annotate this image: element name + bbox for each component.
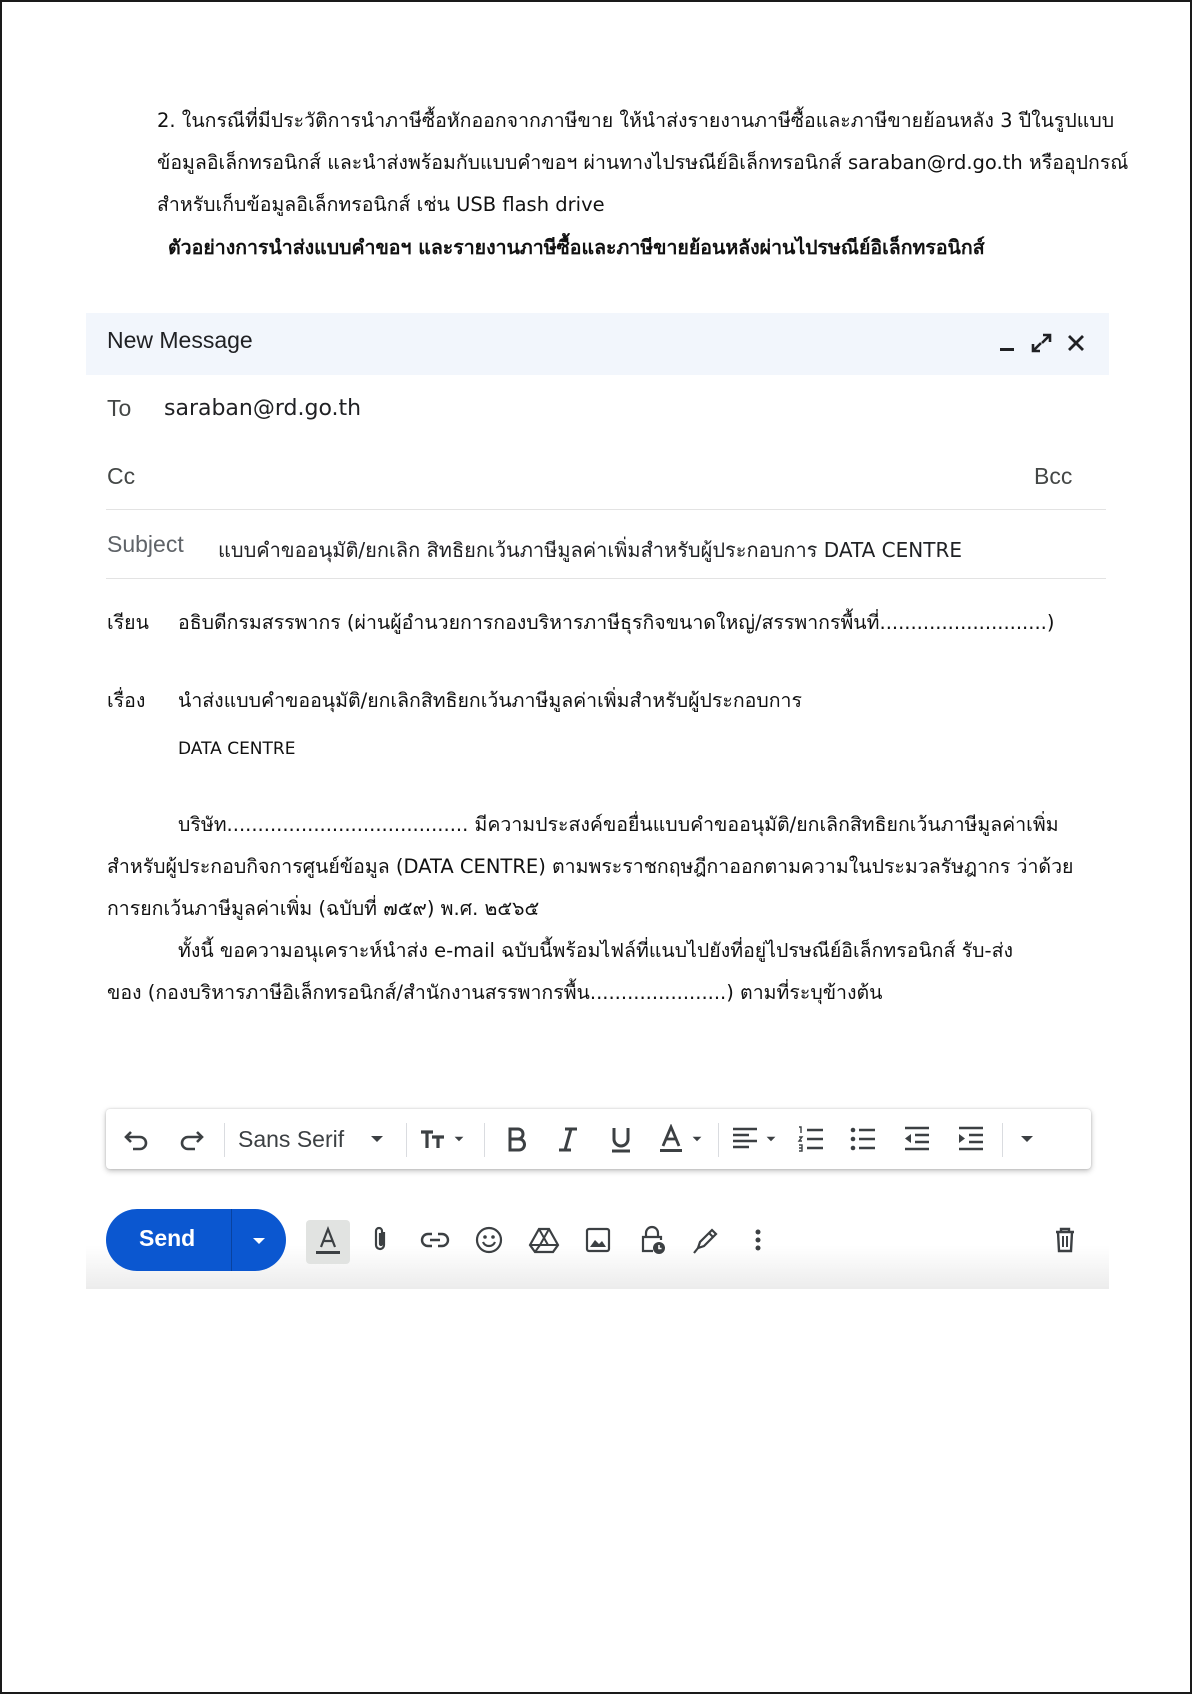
undo-icon — [122, 1124, 152, 1154]
bold-icon — [501, 1124, 531, 1154]
body-line: ของ (กองบริหารภาษีอิเล็กทรอนิกส์/สำนักงานสรรพากรพื้น......................) ตามที่ระบุข้างต้น — [107, 981, 883, 1004]
insert-signature-button[interactable] — [689, 1223, 723, 1257]
expand-icon — [1028, 329, 1056, 357]
paperclip-icon — [364, 1223, 398, 1257]
divider — [106, 509, 1106, 510]
more-options-button[interactable] — [741, 1223, 775, 1257]
chevron-down-icon — [362, 1124, 392, 1154]
toolbar-separator — [1002, 1123, 1003, 1157]
intro-paragraph — [157, 100, 1152, 226]
minimize-button[interactable] — [994, 329, 1022, 357]
send-label: Send — [139, 1225, 196, 1251]
to-label: To — [107, 395, 132, 421]
discard-draft-button[interactable] — [1048, 1223, 1082, 1257]
subject-line-text: นำส่งแบบคำขออนุมัติ/ยกเลิกสิทธิยกเว้นภาษีมูลค่าเพิ่มสำหรับผู้ประกอบการ — [178, 689, 802, 712]
compose-header — [86, 313, 1109, 375]
align-left-icon — [730, 1124, 760, 1154]
bold-button[interactable] — [501, 1122, 531, 1156]
divider — [106, 578, 1106, 579]
trash-icon — [1048, 1223, 1082, 1257]
text-color-icon — [656, 1124, 686, 1154]
text-color-button[interactable] — [656, 1122, 708, 1156]
font-family-select[interactable] — [238, 1122, 392, 1156]
undo-button[interactable] — [122, 1122, 152, 1156]
body-line: สำหรับผู้ประกอบกิจการศูนย์ข้อมูล (DATA CENTRE) ตามพระราชกฤษฎีกาออกตามความในประมวลรัษฎากร ว่าด้วย — [107, 855, 1074, 878]
insert-emoji-button[interactable] — [472, 1223, 506, 1257]
photo-icon — [581, 1223, 615, 1257]
subject-line-text-2: DATA CENTRE — [178, 739, 296, 759]
bulleted-list-button[interactable] — [848, 1122, 878, 1156]
bcc-label[interactable]: Bcc — [1034, 463, 1073, 489]
align-button[interactable] — [730, 1122, 782, 1156]
subject-field[interactable]: แบบคำขออนุมัติ/ยกเลิก สิทธิยกเว้นภาษีมูลค่าเพิ่มสำหรับผู้ประกอบการ DATA CENTRE — [218, 538, 962, 562]
insert-photo-button[interactable] — [581, 1223, 615, 1257]
lock-clock-icon — [635, 1223, 669, 1257]
text-size-icon — [418, 1124, 448, 1154]
compose-actions — [86, 1193, 1109, 1289]
font-size-button[interactable] — [418, 1122, 470, 1156]
minimize-icon — [994, 329, 1022, 357]
bulleted-list-icon — [848, 1124, 878, 1154]
body-line: ทั้งนี้ ขอความอนุเคราะห์นำส่ง e-mail ฉบับนี้พร้อมไฟล์ที่แนบไปยังที่อยู่ไปรษณีย์อิเล็กทรอนิกส์ รับ-ส่ง — [178, 939, 1013, 962]
indent-less-icon — [902, 1124, 932, 1154]
subject-line-label: เรื่อง — [107, 689, 146, 712]
intro-line-3: สำหรับเก็บข้อมูลอิเล็กทรอนิกส์ เช่น USB flash drive — [157, 193, 605, 216]
chevron-down-icon — [686, 1124, 708, 1154]
formatting-toolbar — [106, 1109, 1091, 1169]
salutation-label: เรียน — [107, 611, 149, 634]
close-icon — [1062, 329, 1090, 357]
schedule-send-dropdown-icon[interactable] — [246, 1228, 272, 1254]
formatting-options-button[interactable] — [306, 1220, 350, 1264]
emoji-icon — [472, 1223, 506, 1257]
compose-title: New Message — [107, 327, 253, 353]
intro-line-2: ข้อมูลอิเล็กทรอนิกส์ และนำส่งพร้อมกับแบบคำขอฯ ผ่านทางไปรษณีย์อิเล็กทรอนิกส์ saraban@rd.go.th หรืออุปกรณ์ — [157, 151, 1129, 174]
indent-more-button[interactable] — [956, 1122, 986, 1156]
to-field[interactable]: saraban@rd.go.th — [164, 396, 362, 421]
font-family-label: Sans Serif — [238, 1125, 345, 1152]
attach-file-button[interactable] — [364, 1223, 398, 1257]
redo-button[interactable] — [176, 1122, 206, 1156]
cc-label[interactable]: Cc — [107, 463, 136, 489]
numbered-list-button[interactable] — [796, 1122, 826, 1156]
send-split-divider — [231, 1209, 232, 1271]
intro-line-1: 2. ในกรณีที่มีประวัติการนำภาษีซื้อหักออกจากภาษีขาย ให้นำส่งรายงานภาษีซื้อและภาษีขายย้อนหลัง 3 ปีในรูปแบบ — [157, 109, 1115, 132]
pen-icon — [689, 1223, 723, 1257]
italic-button[interactable] — [553, 1122, 583, 1156]
example-caption: ตัวอย่างการนำส่งแบบคำขอฯ และรายงานภาษีซื้อและภาษีขายย้อนหลังผ่านไปรษณีย์อิเล็กทรอนิกส์ — [168, 236, 985, 259]
body-line: การยกเว้นภาษีมูลค่าเพิ่ม (ฉบับที่ ๗๕๙) พ.ศ. ๒๕๖๕ — [107, 897, 540, 920]
indent-more-icon — [956, 1124, 986, 1154]
formatting-options-icon — [311, 1225, 345, 1259]
drive-icon — [527, 1223, 561, 1257]
chevron-down-icon — [448, 1124, 470, 1154]
more-vert-icon — [741, 1223, 775, 1257]
italic-icon — [553, 1124, 583, 1154]
send-button[interactable] — [106, 1209, 286, 1271]
close-button[interactable] — [1062, 329, 1090, 357]
toolbar-separator — [718, 1123, 719, 1157]
redo-icon — [176, 1124, 206, 1154]
insert-drive-button[interactable] — [527, 1223, 561, 1257]
more-formatting-button[interactable] — [1012, 1122, 1042, 1156]
insert-link-button[interactable] — [418, 1223, 452, 1257]
confidential-mode-button[interactable] — [635, 1223, 669, 1257]
toolbar-separator — [406, 1123, 407, 1157]
underline-button[interactable] — [606, 1122, 636, 1156]
salutation-text: อธิบดีกรมสรรพากร (ผ่านผู้อำนวยการกองบริหารภาษีธุรกิจขนาดใหญ่/สรรพากรพื้นที่...........................) — [178, 611, 1055, 634]
expand-button[interactable] — [1028, 329, 1056, 357]
body-line: บริษัท....................................... มีความประสงค์ขอยื่นแบบคำขออนุมัติ/ยกเลิกสิทธิยกเว้นภาษีมูลค่าเพิ่ม — [178, 813, 1059, 836]
compose-window — [86, 313, 1109, 1289]
subject-label: Subject — [107, 531, 184, 557]
chevron-down-icon — [1012, 1124, 1042, 1154]
toolbar-separator — [484, 1123, 485, 1157]
underline-icon — [606, 1124, 636, 1154]
numbered-list-icon — [796, 1124, 826, 1154]
link-icon — [418, 1223, 452, 1257]
toolbar-separator — [224, 1123, 225, 1157]
chevron-down-icon — [760, 1124, 782, 1154]
indent-less-button[interactable] — [902, 1122, 932, 1156]
